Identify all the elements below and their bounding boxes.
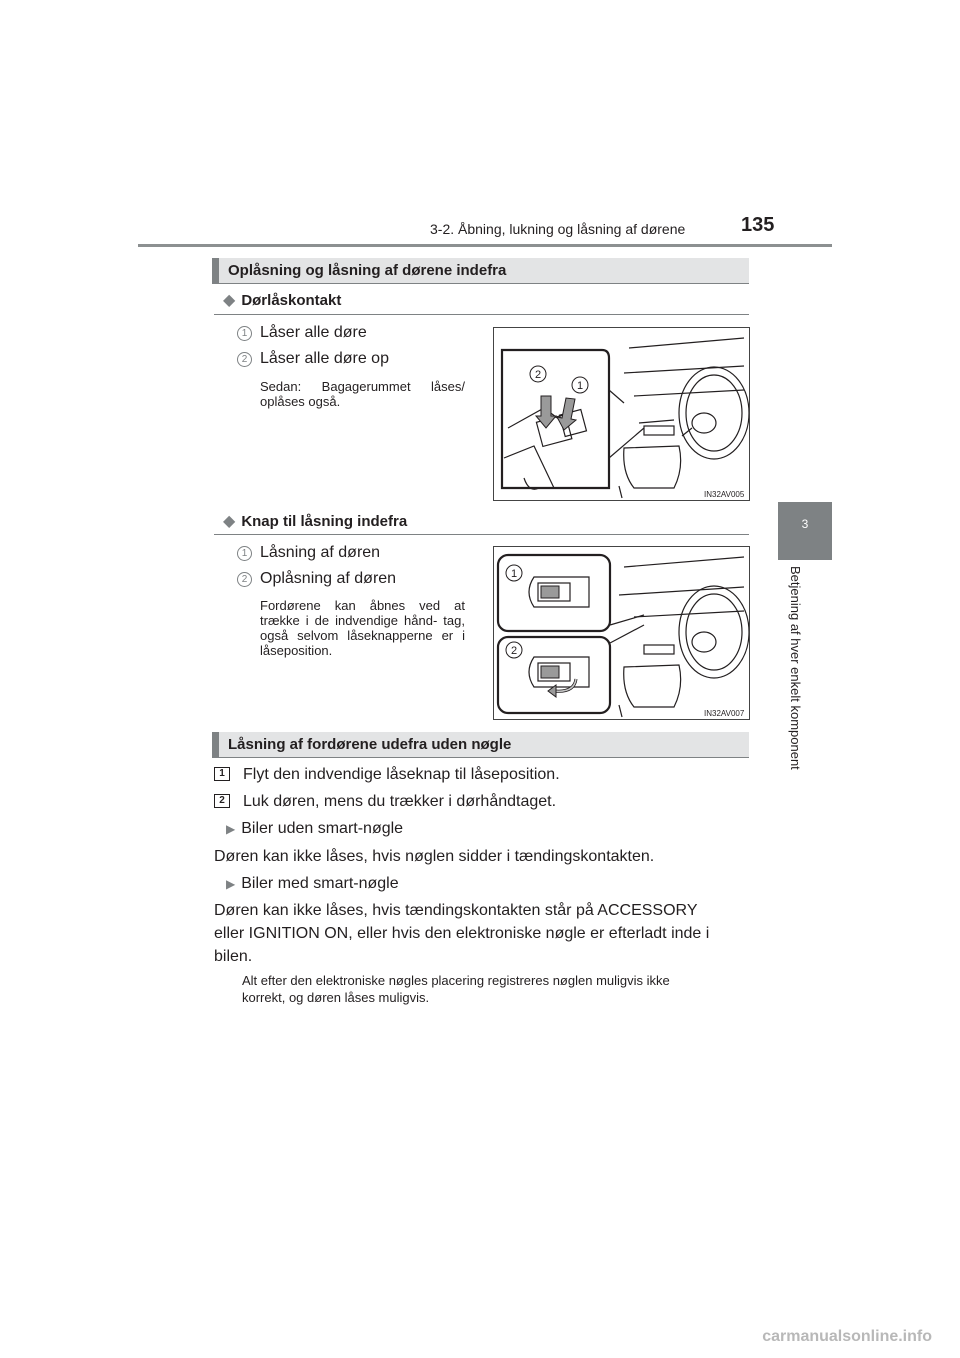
diamond-icon: ◆ <box>223 292 236 309</box>
variant-label: ▶ Biler med smart-nøgle <box>226 875 399 892</box>
subheading-rule <box>214 534 749 535</box>
step-marker: 1 <box>214 767 230 781</box>
note-text: Sedan: Bagagerummet låses/ oplåses også. <box>260 379 465 409</box>
callout-1: 1 <box>510 568 518 580</box>
page-number: 135 <box>741 214 775 236</box>
variant-label: ▶ Biler uden smart-nøgle <box>226 820 404 837</box>
callout-1: 1 <box>576 380 584 392</box>
site-watermark: carmanualsonline.info <box>762 1328 932 1345</box>
chapter-title-vertical <box>774 566 814 806</box>
chapter-number: 3 <box>801 517 809 531</box>
callout-2: 2 <box>534 369 542 381</box>
running-header-title: 3-2. Åbning, lukning og låsning af dørene <box>430 221 686 237</box>
step-text: Luk døren, mens du trækker i dørhåndtaget. <box>243 793 557 810</box>
variant-text-line: bilen. <box>214 948 253 965</box>
header-divider <box>138 244 832 247</box>
section-heading: Oplåsning og låsning af dørene indefra <box>228 262 507 279</box>
subheading-door-lock-switch: ◆ Dørlåskontakt <box>223 292 342 309</box>
item-text: Låser alle døre op <box>260 350 389 367</box>
triangle-right-icon: ▶ <box>226 877 236 891</box>
section-heading-bar <box>212 258 749 284</box>
chapter-title: Betjening af hver enkelt komponent <box>788 566 803 770</box>
variant-text-line: eller IGNITION ON, eller hvis den elektroniske nøgle er efterladt inde i <box>214 925 710 942</box>
section-heading-bar <box>212 732 749 758</box>
step-marker: 2 <box>214 794 230 808</box>
figure-inside-lock-button <box>493 546 750 720</box>
variant-text: Døren kan ikke låses, hvis nøglen sidder i tændingskontakten. <box>214 848 655 865</box>
variant-text-line: Døren kan ikke låses, hvis tændingskontakten står på ACCESSORY <box>214 902 698 919</box>
note-line: korrekt, og døren låses muligvis. <box>242 990 430 1005</box>
door-lock-switch-illustration <box>494 328 749 500</box>
subheading-inside-lock-button: ◆ Knap til låsning indefra <box>223 513 408 530</box>
note-line: Alt efter den elektroniske nøgles placering registreres nøglen muligvis ikke <box>242 973 670 988</box>
subheading-rule <box>214 314 749 315</box>
note-text: Fordørene kan åbnes ved at trække i de indvendige hånd- tag, også selvom låseknapperne er i låseposition. <box>260 598 465 658</box>
section-heading: Låsning af fordørene udefra uden nøgle <box>228 736 512 753</box>
item-marker-circle: 1 <box>237 326 252 341</box>
figure-code: IN32AV005 <box>704 490 745 499</box>
item-marker-circle: 2 <box>237 572 252 587</box>
chapter-tab <box>778 502 832 560</box>
item-marker-circle: 2 <box>237 352 252 367</box>
item-text: Låser alle døre <box>260 324 367 341</box>
diamond-icon: ◆ <box>223 513 236 530</box>
item-text: Oplåsning af døren <box>260 570 397 587</box>
step-text: Flyt den indvendige låseknap til låseposition. <box>243 766 560 783</box>
figure-door-lock-switch <box>493 327 750 501</box>
triangle-right-icon: ▶ <box>226 822 236 836</box>
callout-2: 2 <box>510 645 518 657</box>
item-marker-circle: 1 <box>237 546 252 561</box>
item-text: Låsning af døren <box>260 544 381 561</box>
inside-lock-button-illustration <box>494 547 749 719</box>
figure-code: IN32AV007 <box>704 709 745 718</box>
